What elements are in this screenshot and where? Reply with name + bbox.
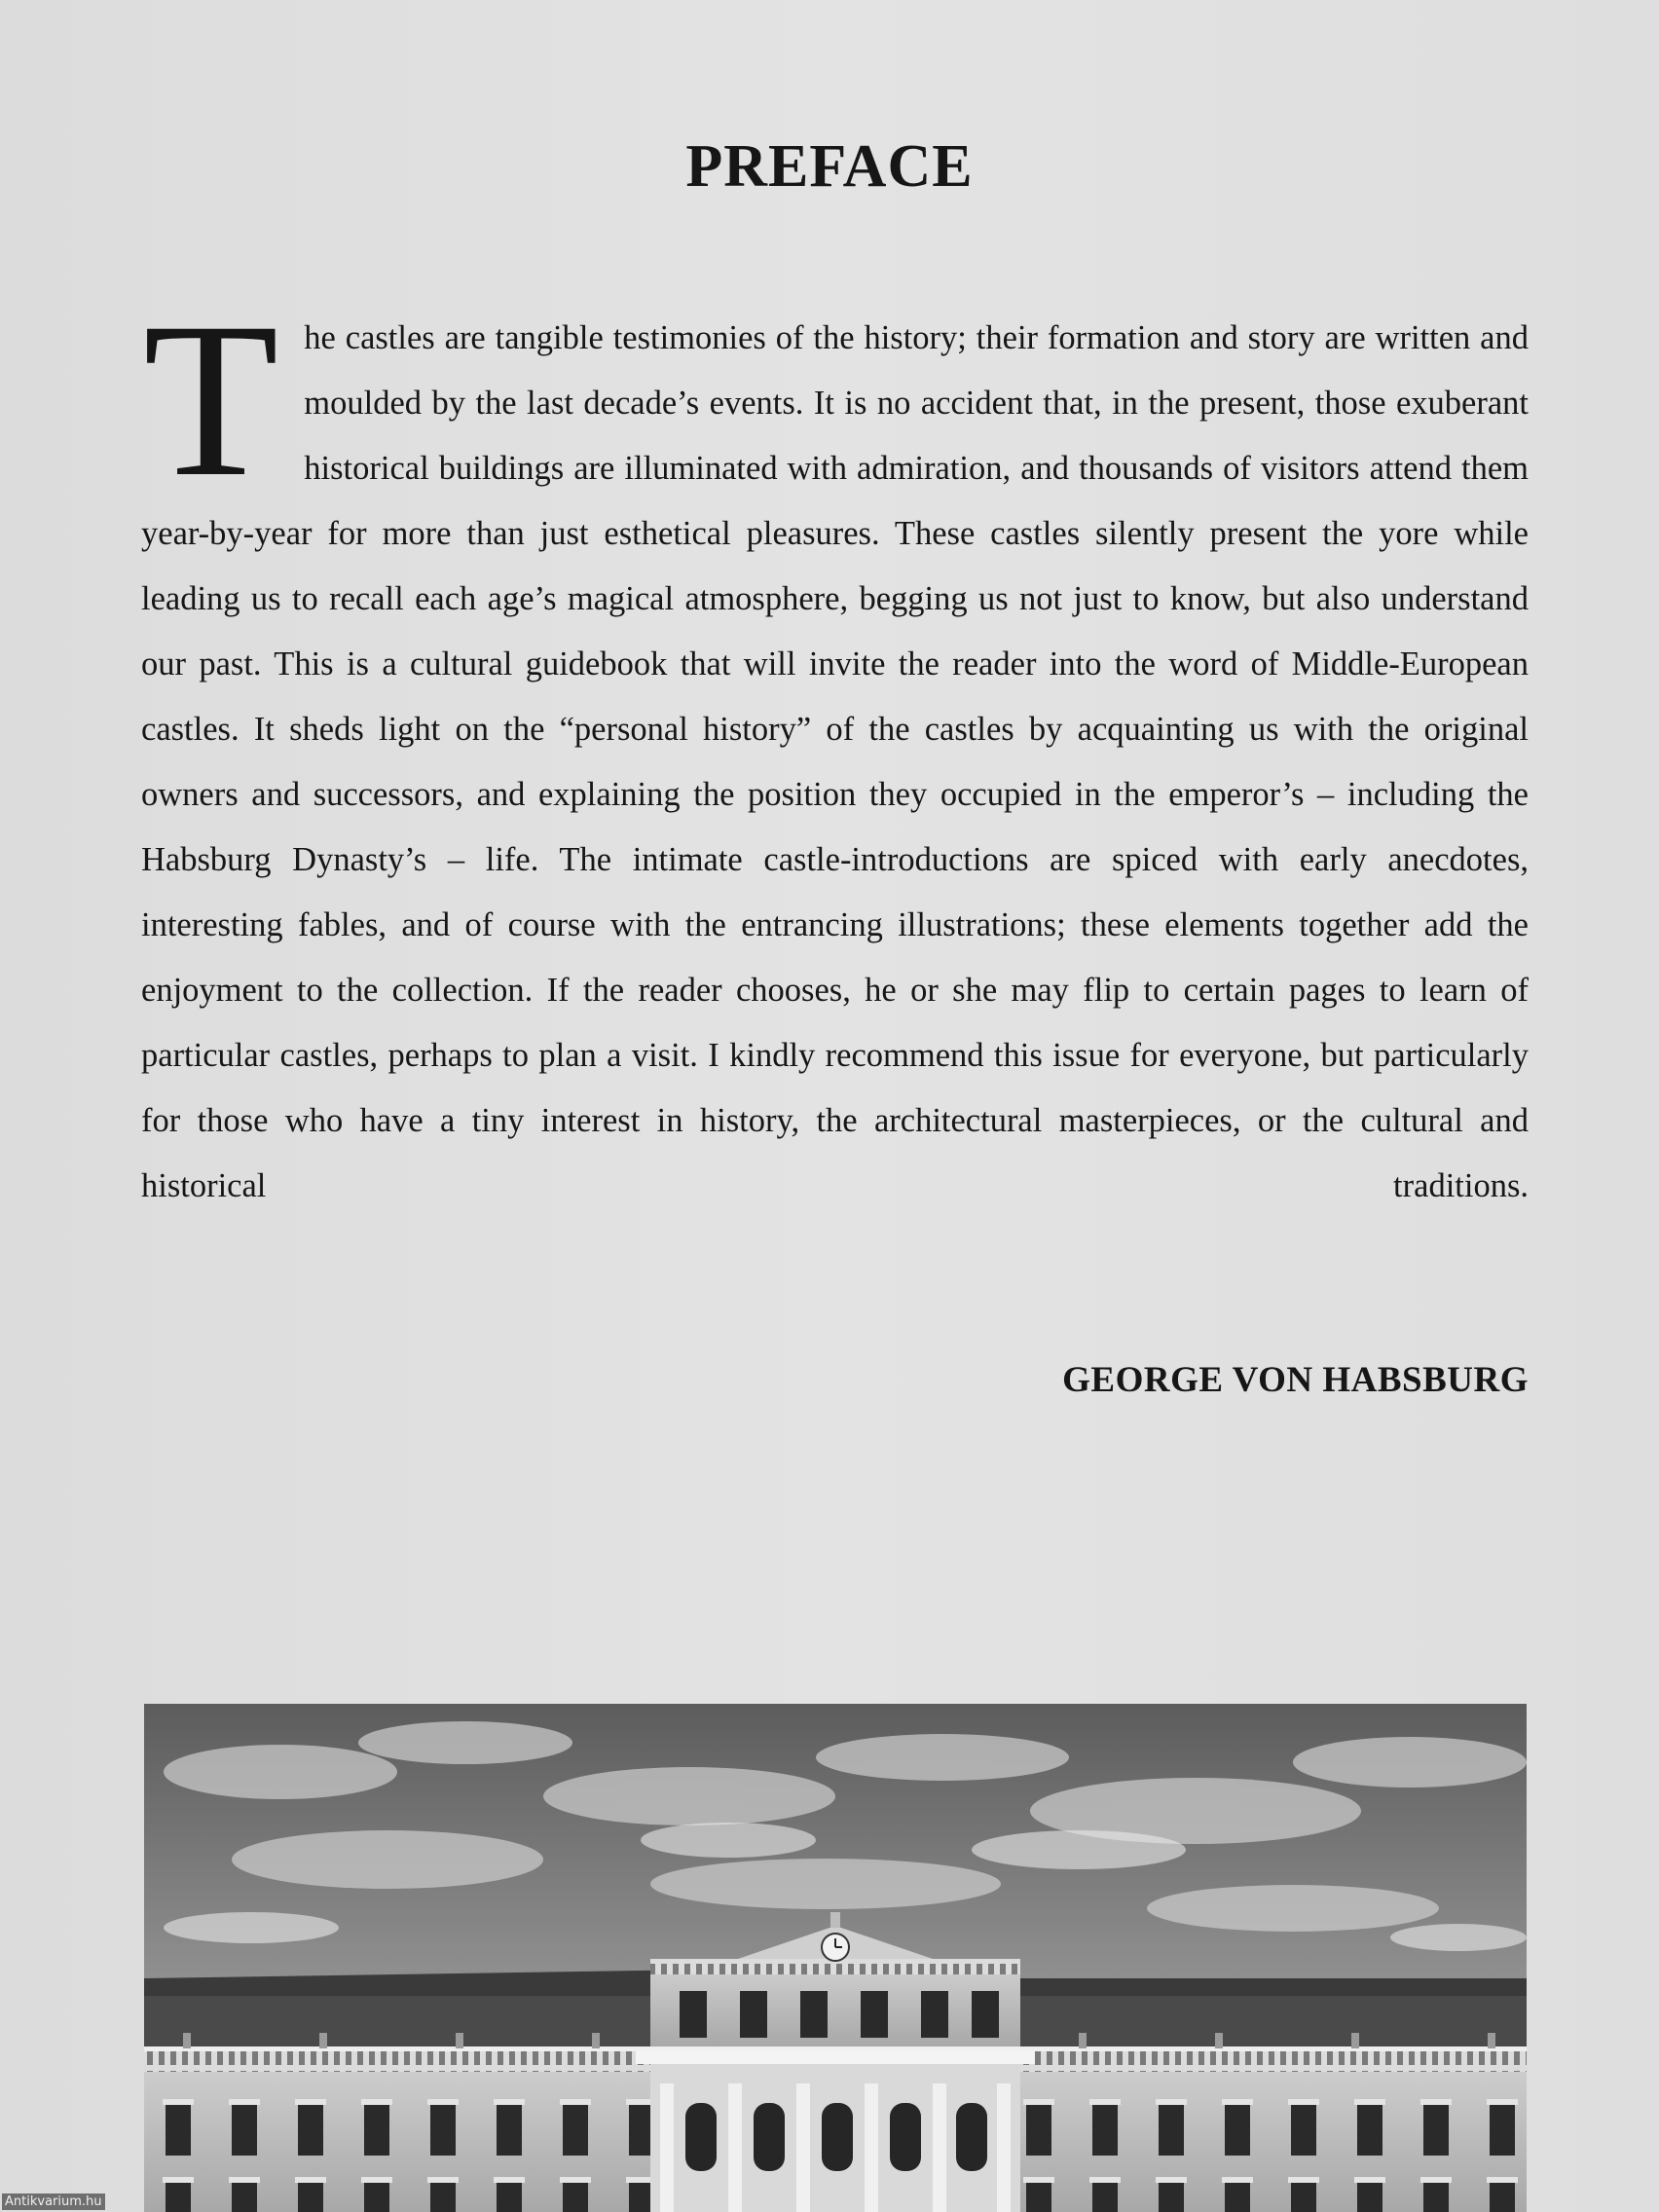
preface-text: he castles are tangible testimonies of the history; their formation and story are written and moulded by the last decade’s events. It is no accident that, in the present, those exuberant historical buildings are illuminated with admiration, and thousands of visitors attend them year-by-year for more than just esthetical pleasures. These castles silently present the yore while leading us to recall each age’s magical atmosphere, begging us not just to know, but also understand our past. This is a cultural guidebook that will invite the reader into the word of Middle-European castles. It sheds light on the “personal history” of the castles by acquainting us with the original owners and successors, and explaining the position they occupied in the emperor’s – including the Habsburg Dynasty’s – life. The intimate castle-introductions are spiced with early anecdotes, interesting fables, and of course with the entrancing illustrations; these elements together add the enjoyment to the collection. If the reader chooses, he or she may flip to certain pages to learn of particular castles, perhaps to plan a visit. I kindly recommend this issue for everyone, but particularly for those who have a tiny interest in history, the architectural masterpieces, or the cultural and historical traditions. xyxy=(141,319,1529,1204)
palace-photo xyxy=(144,1704,1527,2212)
author-signature: GEORGE VON HABSBURG xyxy=(1062,1360,1529,1400)
page-title: PREFACE xyxy=(685,133,974,200)
watermark: Antikvarium.hu xyxy=(2,2194,105,2210)
drop-cap: T xyxy=(143,277,279,523)
preface-body xyxy=(141,277,1529,1219)
